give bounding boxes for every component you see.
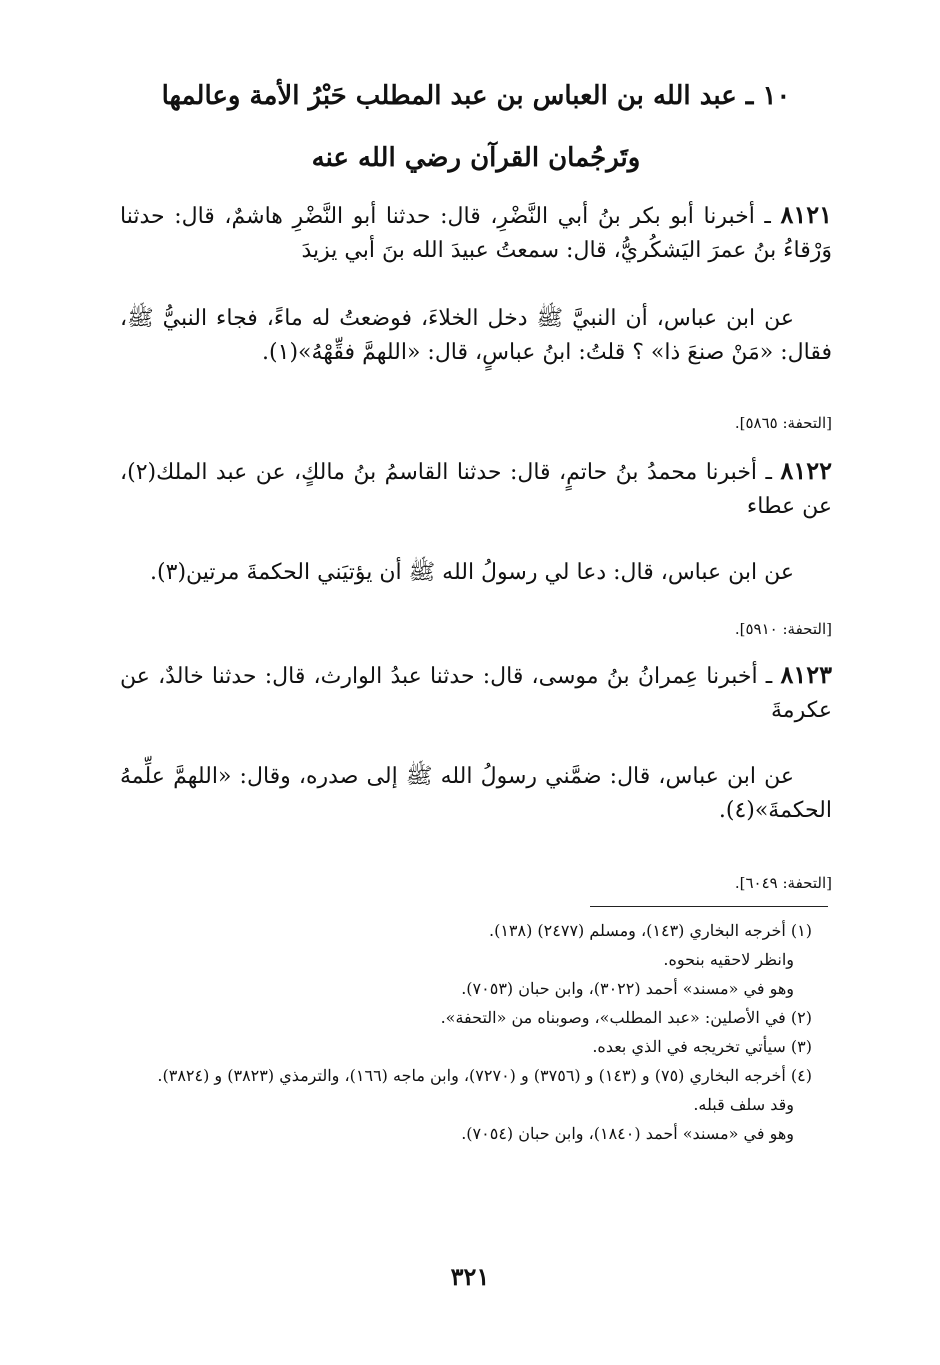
footnote-1-line-3: وهو في «مسند» أحمد (٣٠٢٢)، وابن حبان (٧٠٥٣).	[461, 979, 794, 998]
hadith-number: ٨١٢٣	[780, 660, 832, 689]
isnad-text: ـ أخبرنا محمدُ بنُ حاتمٍ، قال: حدثنا القاسمُ بنُ مالكٍ، عن عبد الملك(٢)، عن عطاء	[120, 460, 832, 519]
page-number: ٣٢١	[450, 1262, 490, 1291]
hadith-8123-matn: عن ابن عباس، قال: ضمَّني رسولُ الله ﷺ إلى صدره، وقال: «اللهمَّ علِّمهُ الحكمةَ»(٤).	[120, 764, 832, 823]
hadith-8122-tuhfa: [التحفة: ٥٩١٠].	[734, 620, 832, 638]
hadith-8122-isnad	[120, 454, 832, 524]
hadith-8121-isnad	[120, 198, 832, 268]
footnote-separator	[590, 906, 828, 907]
hadith-8121-matn: عن ابن عباس، أن النبيَّ ﷺ دخل الخلاءَ، فوضعتُ له ماءً، فجاء النبيُّ ﷺ، فقال: «مَنْ صنعَ ذا» ؟ قلتُ: ابنُ عباسٍ، قال: «اللهمَّ فقِّهْهُ»(١).	[120, 306, 832, 365]
footnote-4: (٤) أخرجه البخاري (٧٥) و (١٤٣) و (٣٧٥٦) و (٧٢٧٠)، وابن ماجه (١٦٦)، والترمذي (٣٨٢٣) و (٣٨٢٤).	[157, 1066, 812, 1085]
footnote-2: (٢) في الأصلين: «عبد المطلب»، وصوبناه من «التحفة».	[440, 1008, 812, 1027]
hadith-8123-tuhfa: [التحفة: ٦٠٤٩].	[734, 874, 832, 892]
hadith-number: ٨١٢١	[780, 200, 832, 229]
chapter-title-line-2: وتَرجُمان القرآن رضي الله عنه	[311, 143, 641, 173]
hadith-number: ٨١٢٢	[780, 456, 832, 485]
hadith-8122-matn: عن ابن عباس، قال: دعا لي رسولُ الله ﷺ أن يؤتيَني الحكمةَ مرتين(٣).	[150, 560, 794, 585]
isnad-text: ـ أخبرنا عِمرانُ بنُ موسى، قال: حدثنا عبدُ الوارث، قال: حدثنا خالدٌ، عن عكرمةَ	[120, 664, 832, 723]
footnote-1-line-2: وانظر لاحقيه بنحوه.	[663, 950, 794, 969]
footnote-3: (٣) سيأتي تخريجه في الذي بعده.	[592, 1037, 812, 1056]
hadith-8123-isnad	[120, 658, 832, 728]
footnote-4-line-3: وهو في «مسند» أحمد (١٨٤٠)، وابن حبان (٧٠٥٤).	[461, 1124, 794, 1143]
footnotes	[120, 916, 832, 1148]
footnote-1: (١) أخرجه البخاري (١٤٣)، ومسلم (٢٤٧٧) (١٣٨).	[488, 921, 812, 940]
chapter-title-line-1: ١٠ ـ عبد الله بن العباس بن عبد المطلب حَبْرُ الأمة وعالمها	[161, 81, 791, 111]
hadith-8121-tuhfa: [التحفة: ٥٨٦٥].	[734, 414, 832, 432]
footnote-4-line-2: وقد سلف قبله.	[693, 1095, 794, 1114]
isnad-text: ـ أخبرنا أبو بكر بنُ أبي النَّضْرِ، قال: حدثنا أبو النَّضْرِ هاشمٌ، قال: حدثنا وَرْقاءُ بنُ عمرَ اليَشكُريُّ، قال: سمعتُ عبيدَ الله بنَ أبي يزيدَ	[120, 204, 832, 263]
